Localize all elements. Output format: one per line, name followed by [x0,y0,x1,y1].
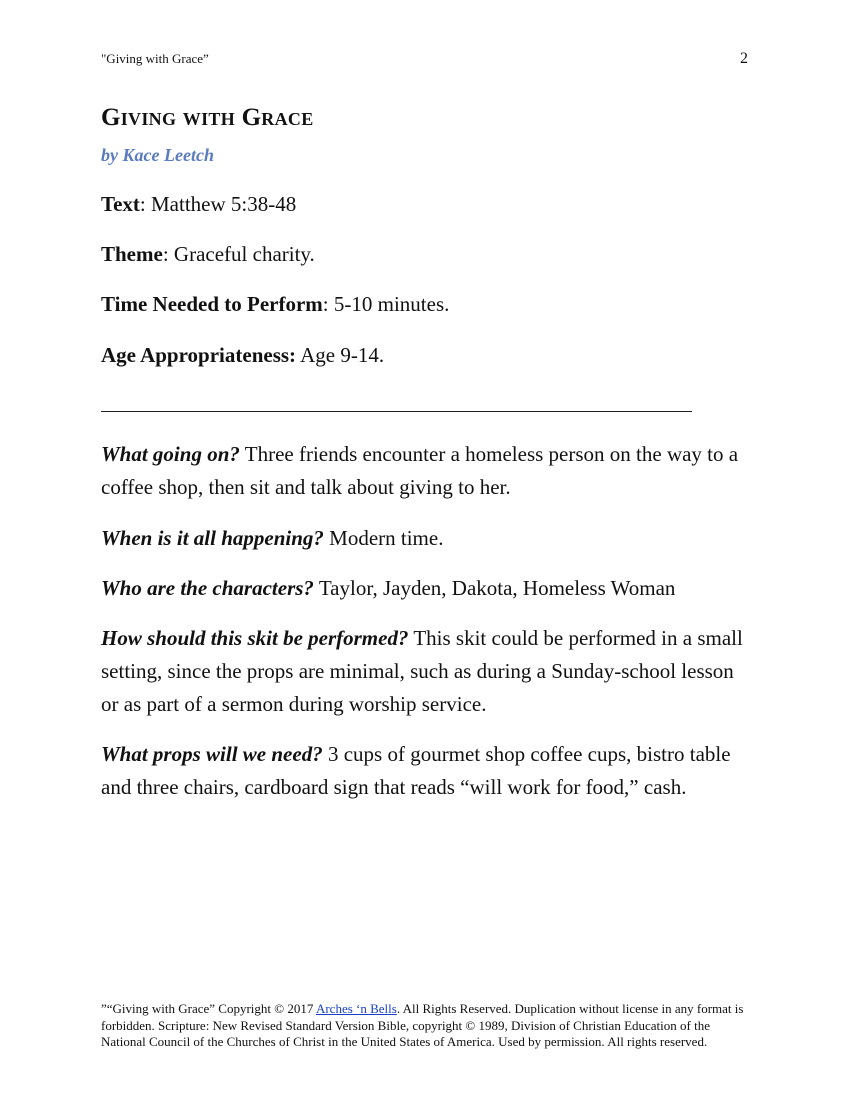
qa-when [101,522,756,555]
section-divider [101,411,692,412]
qa-question: When is it all happening? [101,526,324,550]
qa-answer: 3 cups of gourmet shop coffee cups, bistro table and three chairs, cardboard sign that reads “will work for food,” cash. [101,742,731,799]
arches-n-bells-link[interactable]: Arches ‘n Bells [315,1001,397,1016]
qa-answer: Three friends encounter a homeless person on the way to a coffee shop, then sit and talk about giving to her. [101,442,739,499]
document-title: Giving with Grace [101,104,314,131]
meta-label: Time Needed to Perform [101,292,323,316]
qa-question: What props will we need? [101,742,323,766]
copyright-footer [101,1001,756,1051]
page-number: 2 [740,50,748,67]
qa-question: Who are the characters? [101,576,314,600]
meta-age [101,341,384,369]
author-byline: by Kace Leetch [101,145,214,165]
meta-value: Matthew 5:38-48 [151,192,297,216]
meta-value: Graceful charity. [173,242,315,266]
meta-time-needed: Time Needed to Perform: 5-10 minutes. [101,292,450,316]
meta-text: Text: Matthew 5:38-48 [101,192,297,216]
qa-performance [101,622,756,721]
meta-label: Age Appropriateness: [101,343,297,367]
qa-answer: This skit could be performed in a small setting, since the props are minimal, such as during a Sunday-school lesson or as part of a sermon during worship service. [101,626,743,716]
meta-theme: Theme: Graceful charity. [101,242,315,266]
qa-question: How should this skit be performed? [101,626,409,650]
meta-value: Age 9-14. [300,343,385,367]
meta-label: Theme [101,242,163,266]
running-header-title: "Giving with Grace” [101,51,209,66]
qa-whats-going-on [101,438,756,504]
meta-value: 5-10 minutes. [333,292,450,316]
footer-prefix: ”“Giving with Grace” Copyright © 2017 [101,1001,316,1016]
meta-label: Text [101,192,140,216]
qa-question: What going on? [101,442,240,466]
qa-answer: Taylor, Jayden, Dakota, Homeless Woman [318,576,676,600]
footer-suffix: . All Rights Reserved. Duplication without license in any format is forbidden. Scripture: New Revised Standard Version Bible, copyright © 1989, Division of Christian Education of the National Council of the Churches of Christ in the United States of America. Used by permission. All rights reserved. [101,1001,744,1049]
qa-props [101,738,756,804]
qa-characters [101,572,756,605]
qa-answer: Modern time. [329,526,444,550]
